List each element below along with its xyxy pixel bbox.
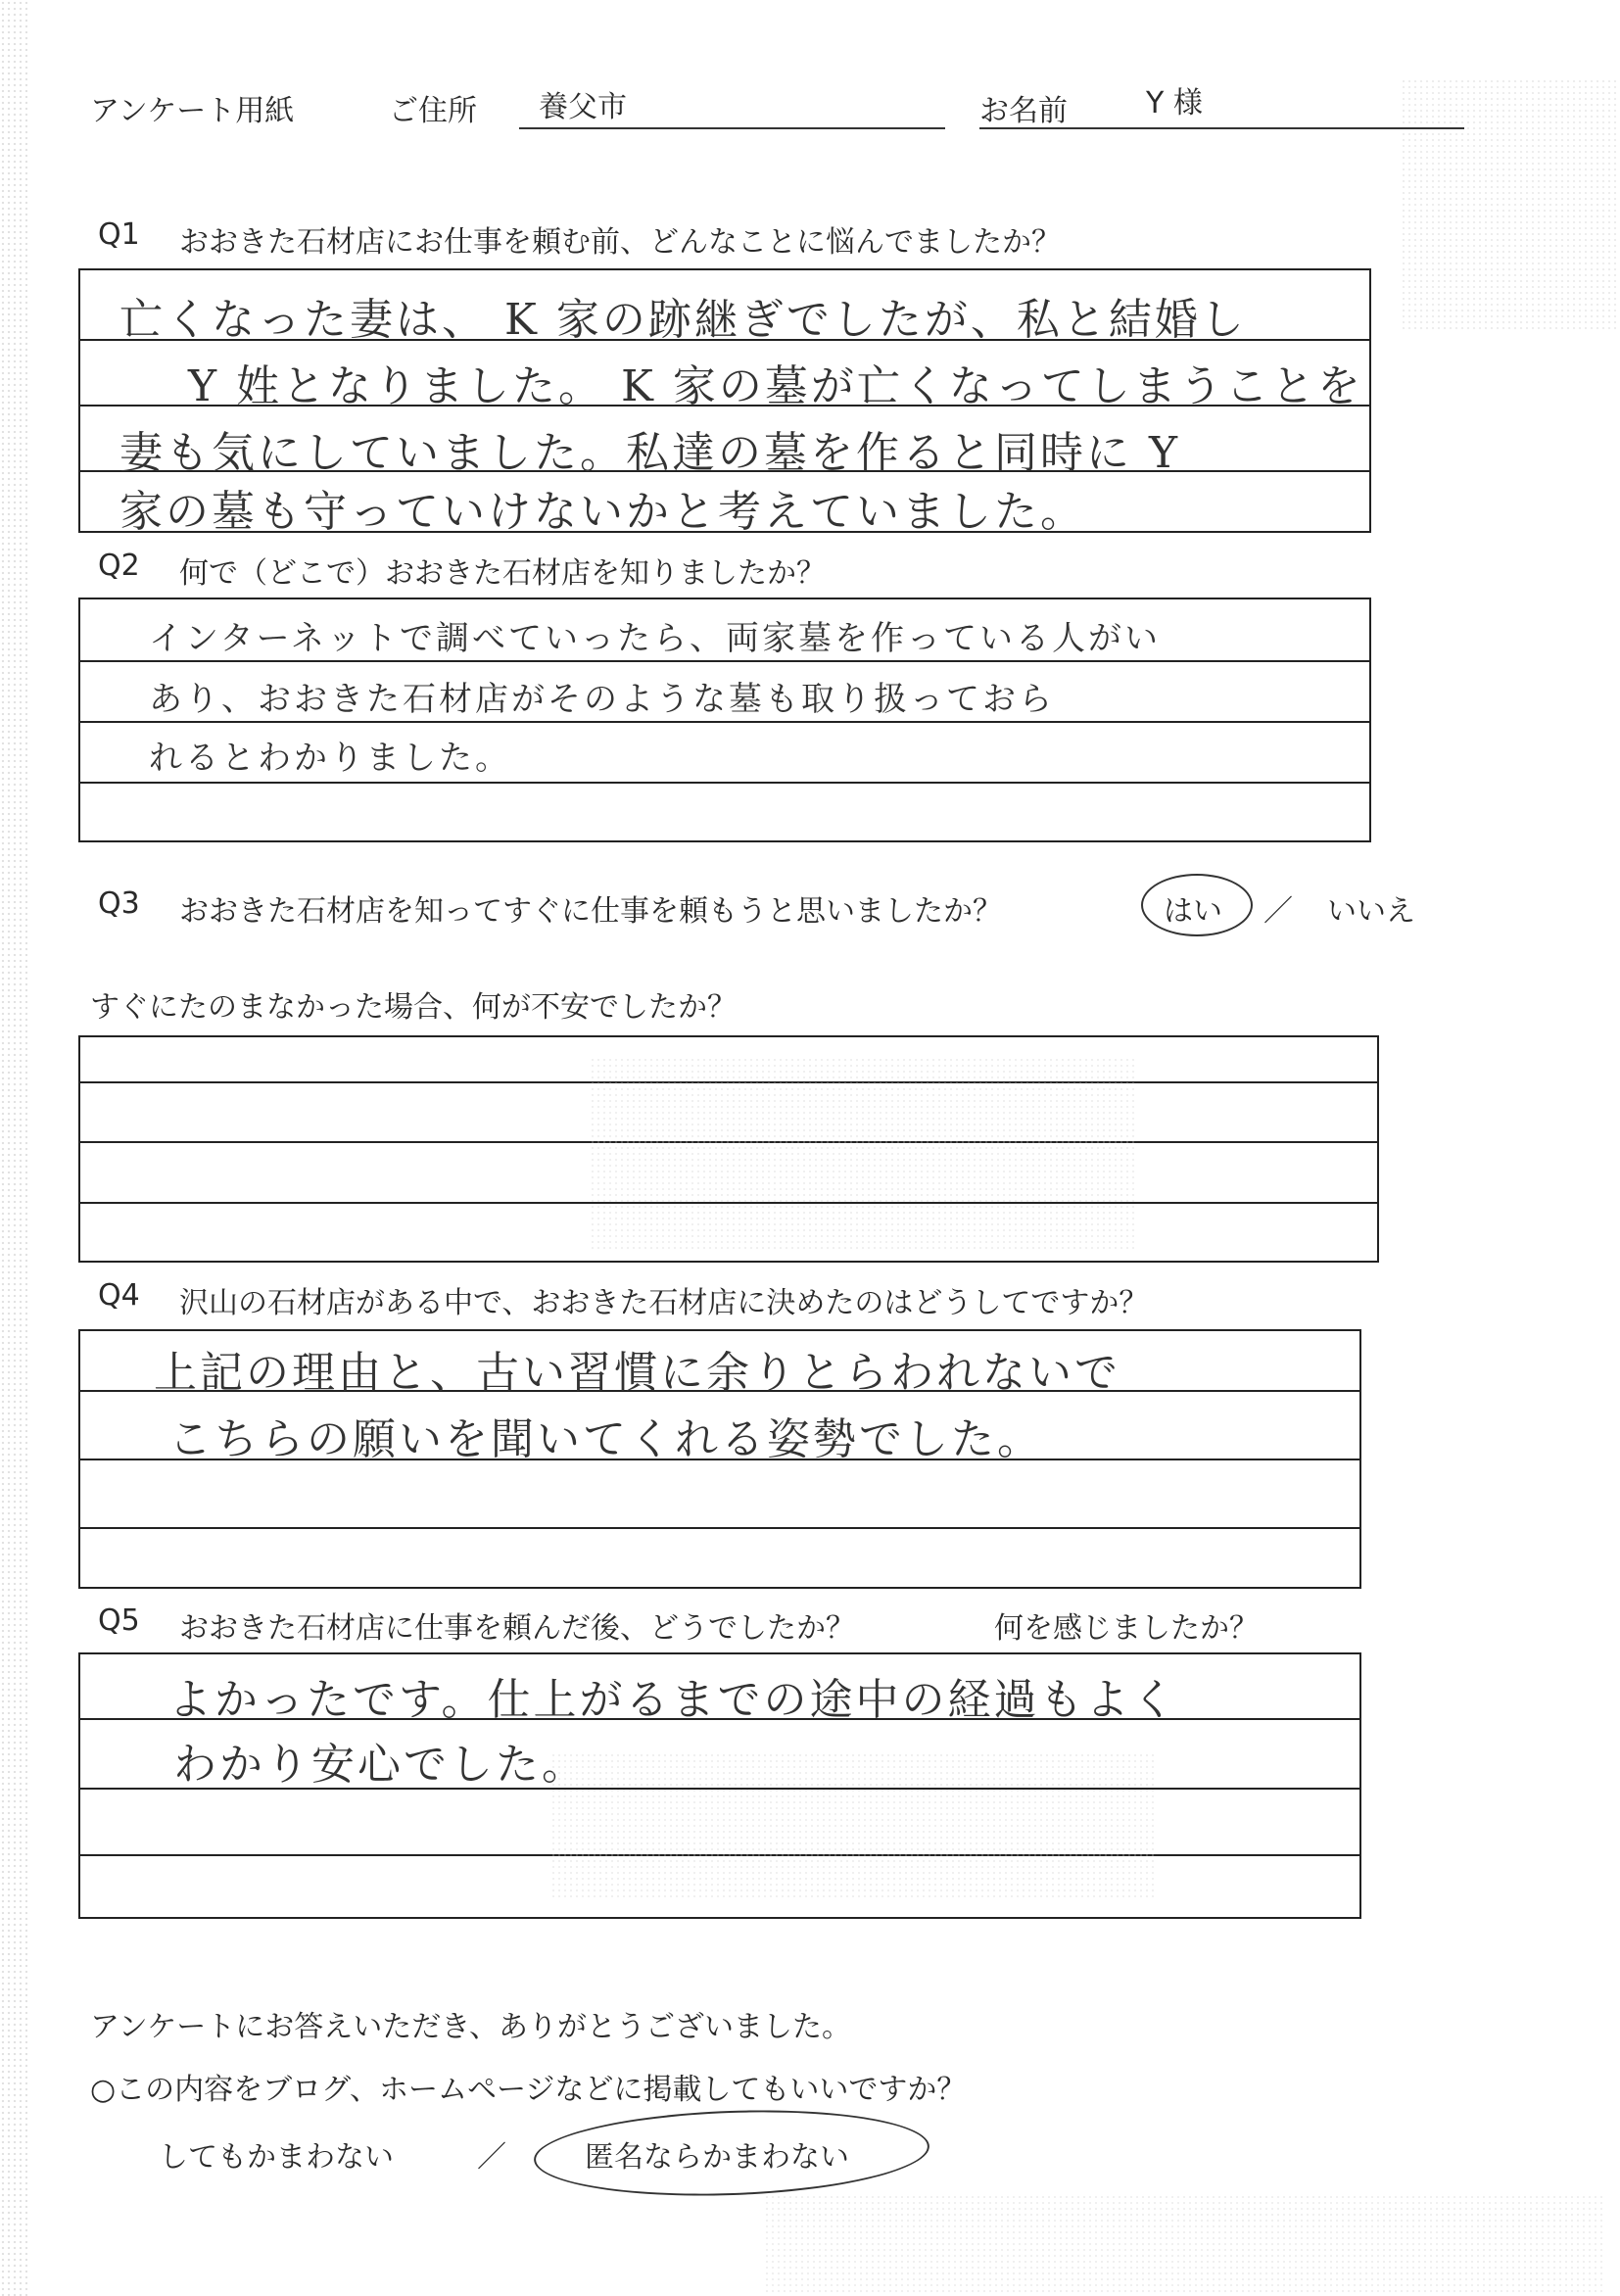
q1-number: Q1 xyxy=(98,217,140,252)
q4-answer-box xyxy=(78,1329,1361,1589)
q5-answer-line: わかり安心でした。 xyxy=(173,1740,588,1790)
consent-question: ○この内容をブログ、ホームページなどに掲載してもいいですか？ xyxy=(90,2073,967,2107)
thanks-message: アンケートにお答えいただき、ありがとうございました。 xyxy=(90,2010,851,2044)
q2-question: 何で（どこで）おおきた石材店を知りましたか？ xyxy=(179,556,826,591)
scan-noise xyxy=(590,1057,1138,1253)
q2-rule xyxy=(80,782,1369,784)
address-value: 養父市 xyxy=(539,90,627,124)
q3-question: おおきた石材店を知ってすぐに仕事を頼もうと思いましたか？ xyxy=(179,894,1002,929)
q3-answer-box xyxy=(78,1035,1379,1263)
q3-number: Q3 xyxy=(98,886,140,921)
q5-answer-box xyxy=(78,1652,1361,1919)
q5-question-feeling: 何を感じましたか？ xyxy=(994,1611,1259,1646)
q1-answer-line: 亡くなった妻は、 K 家の跡継ぎでしたが、私と結婚し xyxy=(119,295,1247,345)
consent-option-ok: してもかまわない xyxy=(159,2140,394,2175)
q1-answer-line: 家の墓も守っていけないかと考えていました。 xyxy=(119,487,1086,537)
q4-answer-line: こちらの願いを聞いてくれる姿勢でした。 xyxy=(168,1414,1043,1464)
q3-slash: ／ xyxy=(1263,894,1293,929)
q2-answer-box xyxy=(78,598,1371,842)
address-label: ご住所 xyxy=(389,94,477,128)
q5-question: おおきた石材店に仕事を頼んだ後、どうでしたか？ xyxy=(179,1611,855,1646)
q3-followup: すぐにたのまなかった場合、何が不安でしたか？ xyxy=(90,990,737,1025)
q2-number: Q2 xyxy=(98,549,140,583)
name-field xyxy=(979,76,1464,129)
name-value: Y 様 xyxy=(1146,86,1203,120)
q4-number: Q4 xyxy=(98,1278,140,1313)
q5-number: Q5 xyxy=(98,1603,140,1638)
scan-noise-left xyxy=(0,0,27,2296)
q2-rule xyxy=(80,721,1369,723)
scan-noise-bottom xyxy=(764,2194,1606,2292)
q1-answer-line: Y 姓となりました。 K 家の墓が亡くなってしまうことを xyxy=(188,361,1363,411)
q3-no-option: いいえ xyxy=(1327,894,1415,929)
consent-option-anonymous: 匿名ならかまわない xyxy=(585,2140,849,2175)
q1-answer-box xyxy=(78,268,1371,537)
q2-answer-line: れるとわかりました。 xyxy=(149,739,511,778)
q4-rule xyxy=(80,1527,1359,1529)
q1-answer-line: 妻も気にしていました。私達の墓を作ると同時に Y xyxy=(119,428,1181,478)
q3-yes-option: はい xyxy=(1164,894,1222,929)
q2-answer-line: インターネットで調べていったら、両家墓を作っている人がい xyxy=(149,619,1161,658)
q2-rule xyxy=(80,660,1369,662)
q4-answer-line: 上記の理由と、古い習慣に余りとらわれないで xyxy=(154,1348,1120,1398)
consent-slash: ／ xyxy=(477,2140,506,2175)
q2-answer-line: あり、おおきた石材店がそのような墓も取り扱っておら xyxy=(149,680,1055,719)
name-label: お名前 xyxy=(979,94,1068,128)
form-title: アンケート用紙 xyxy=(90,94,295,128)
q1-question: おおきた石材店にお仕事を頼む前、どんなことに悩んでましたか？ xyxy=(179,225,1061,260)
q4-question: 沢山の石材店がある中で、おおきた石材店に決めたのはどうしてですか？ xyxy=(179,1286,1149,1320)
address-field xyxy=(519,76,945,129)
q5-answer-line: よかったです。仕上がるまでの途中の経過もよく xyxy=(168,1675,1178,1725)
scan-noise xyxy=(550,1752,1158,1899)
